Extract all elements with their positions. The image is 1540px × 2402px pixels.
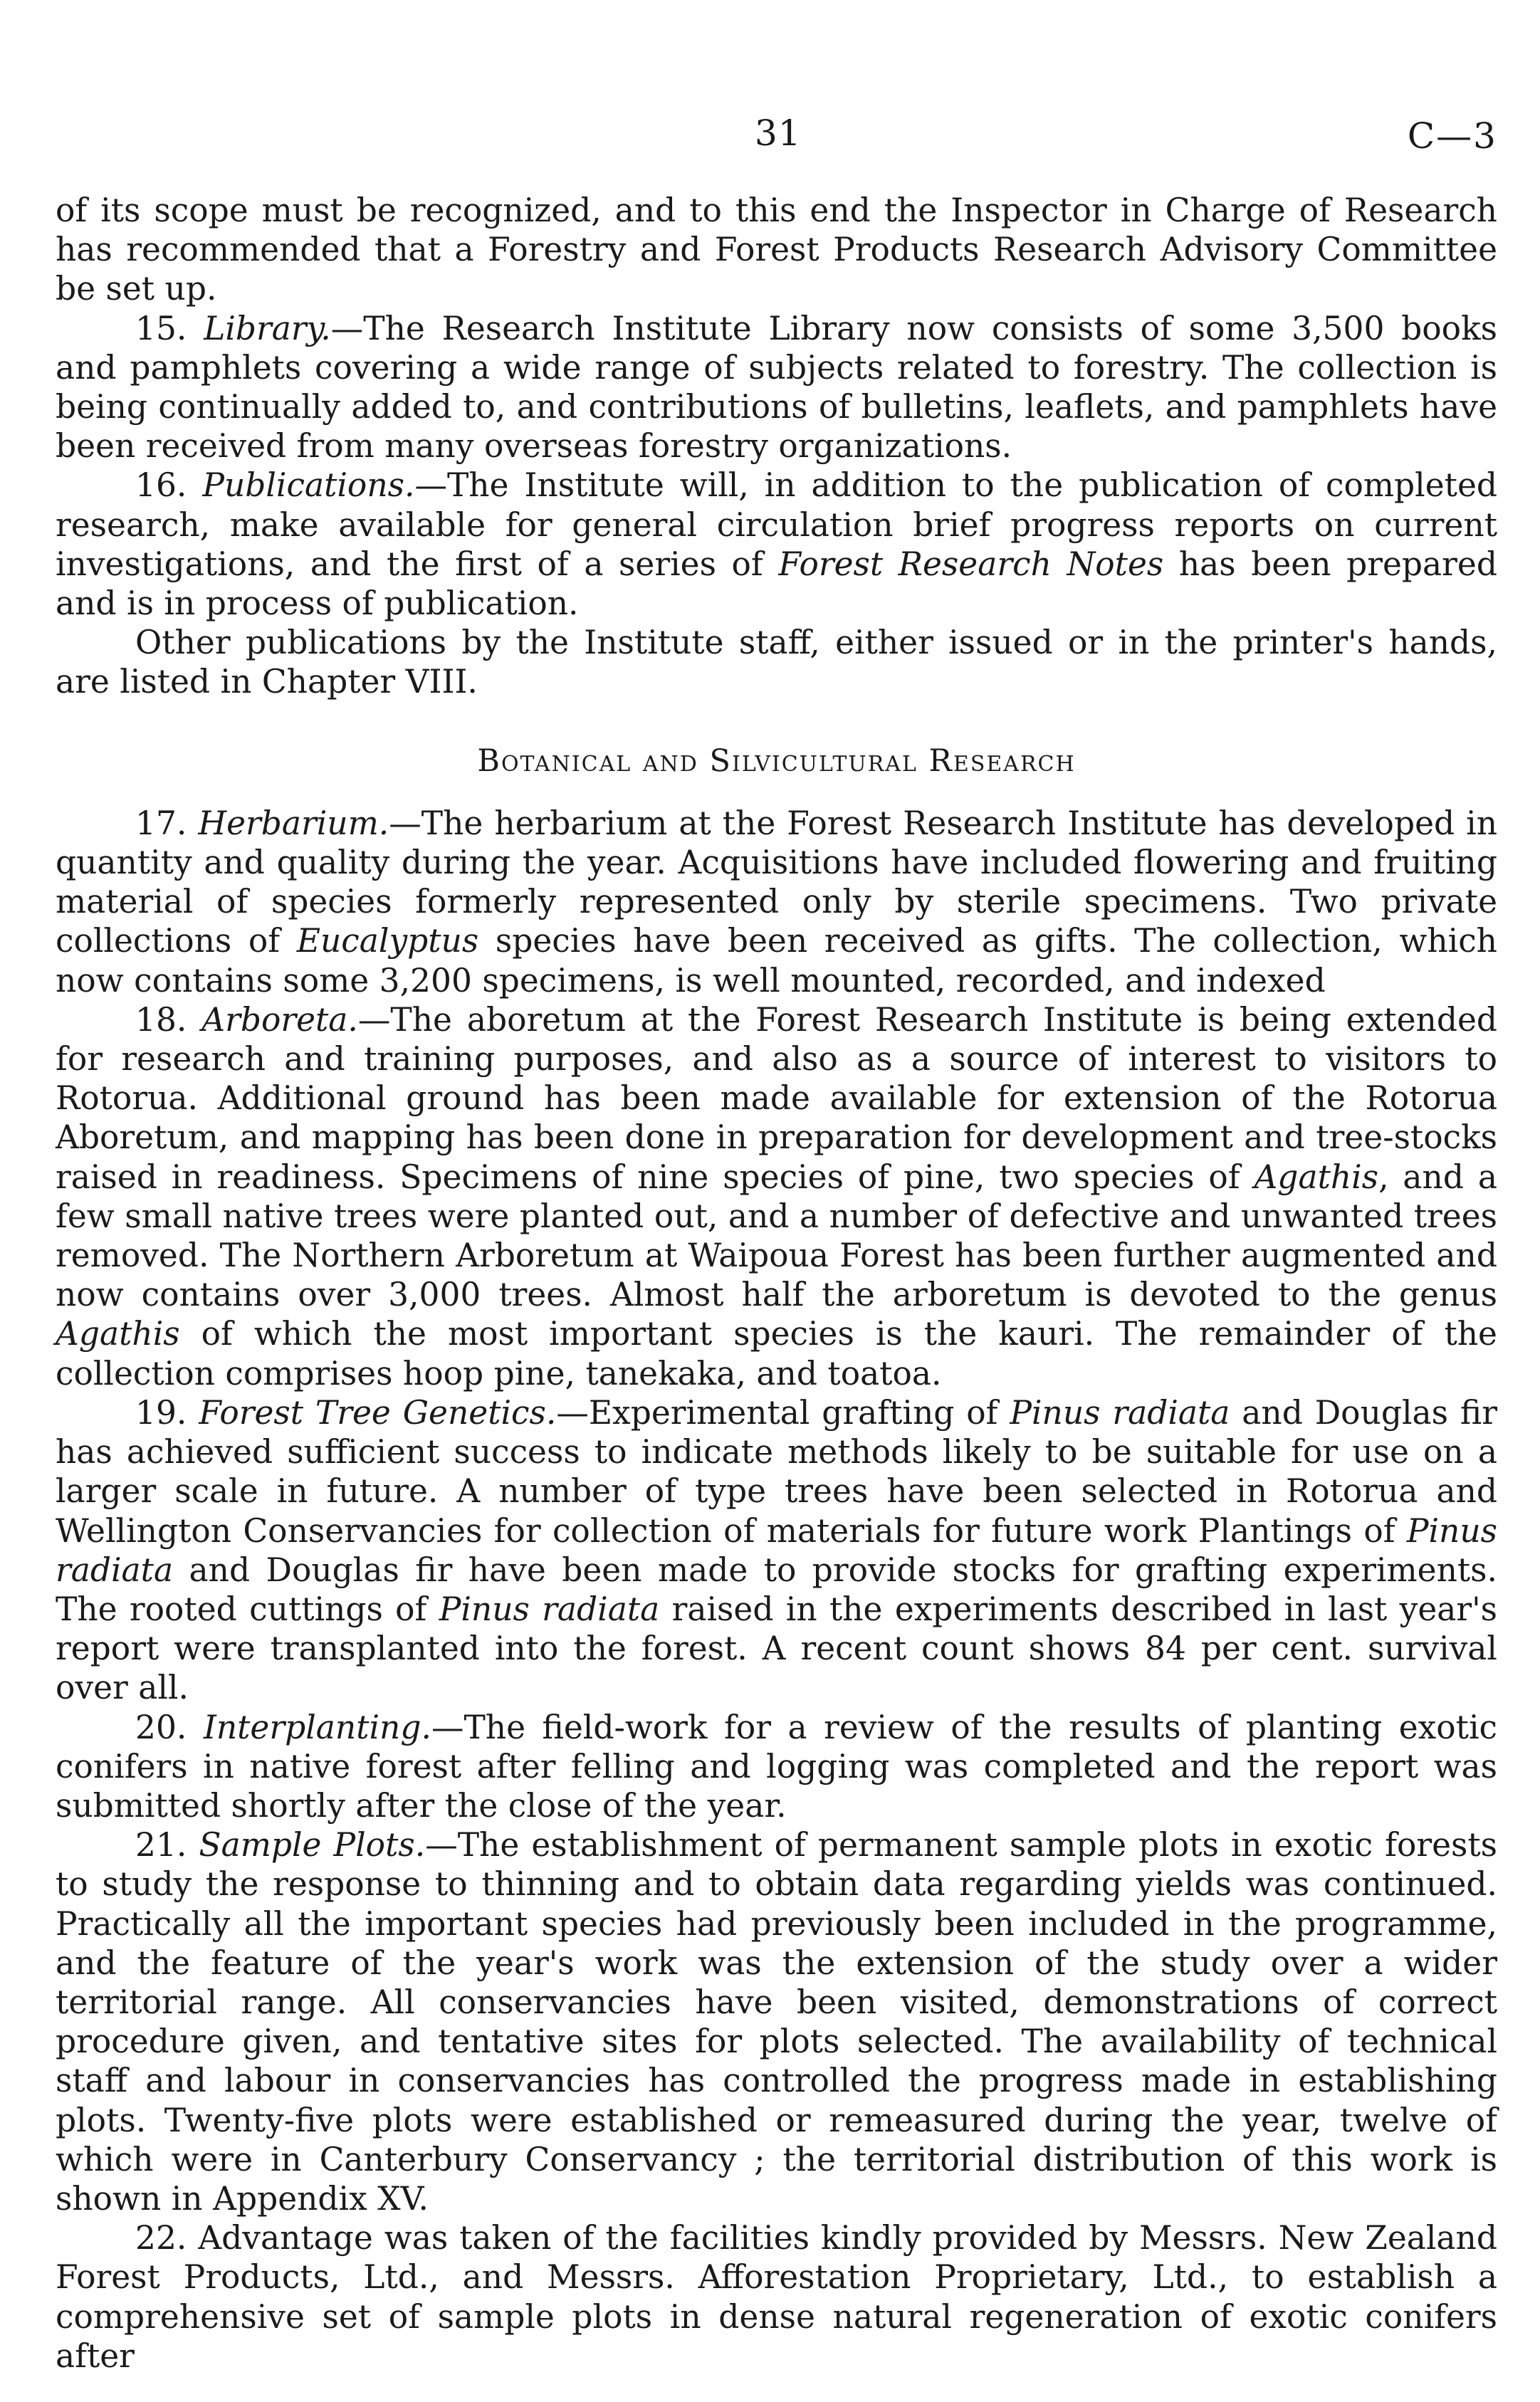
- paragraph-title: Herbarium.: [198, 804, 389, 842]
- paragraph-title: Forest Tree Genetics.: [199, 1393, 557, 1432]
- paragraph-text: —The herbarium at the Forest Research Institute has developed in quantity and quality during the year. Acquisitions have included flowering and fruiting material of species formerly represented only by sterile specimens. Two private collections of: [56, 804, 1498, 960]
- italic-text: Pinus radiata: [439, 1590, 660, 1628]
- paragraph-21-sample-plots: [56, 1825, 1497, 2218]
- paragraph-19-forest-tree-genetics: [56, 1393, 1497, 1708]
- paragraph-text: —Experimental grafting of: [556, 1393, 1010, 1432]
- italic-text: Agathis: [56, 1315, 180, 1353]
- paragraph-number: 20.: [135, 1708, 204, 1746]
- paragraph-text: of which the most important species is the kauri. The remainder of the collection comprises hoop pine, tanekaka, and toatoa.: [56, 1315, 1497, 1393]
- paragraph-22: 22. Advantage was taken of the facilities kindly provided by Messrs. New Zealand Forest Products, Ltd., and Messrs. Afforestation Proprietary, Ltd., to establish a comprehensive set of sample plots in dense natural regeneration of exotic conifers after: [56, 2219, 1497, 2375]
- paragraph-16-other-publications: Other publications by the Institute staff, either issued or in the printer's hands, are listed in Chapter VIII.: [56, 624, 1497, 701]
- paragraph-text: and Douglas fir have been made to provide stocks for grafting experiments. The rooted cuttings of: [56, 1551, 1497, 1628]
- paragraph-number: 17.: [135, 804, 199, 842]
- paragraph-text: species have been received as gifts. The collection, which now contains some 3,200 specimens, is well mounted, recorded, and indexed: [56, 922, 1497, 1000]
- paragraph-title: Sample Plots.: [199, 1826, 426, 1865]
- paragraph-text: , and a few small native trees were planted out, and a number of defective and unwanted trees removed. The Northern Arboretum at Waipoua Forest has been further augmented and now contains over 3,000 trees. Almost half the arboretum is devoted to the genus: [56, 1158, 1497, 1314]
- paragraph-16-publications: [56, 466, 1497, 623]
- paragraph-title: Publications.: [202, 466, 415, 505]
- paragraph-20-interplanting: [56, 1708, 1497, 1826]
- italic-text: Agathis: [1254, 1158, 1379, 1196]
- paragraph-title: Library.: [204, 309, 331, 347]
- section-heading: Botanical and Silvicultural Research: [477, 743, 1076, 779]
- paragraph-text: —The Institute will, in addition to the publication of completed research, make available for general circulation brief progress reports on current investigations, and the first of a series of: [56, 466, 1497, 583]
- paragraph-text: —The aboretum at the Forest Research Institute is being extended for research and training purposes, and also as a source of interest to visitors to Rotorua. Additional ground has been made available for extension of the Rotorua Aboretum, and mapping has been done in preparation for development and tree-stocks raised in readiness. Specimens of nine species of pine, two species of: [56, 1000, 1498, 1196]
- paragraph-number: 21.: [135, 1826, 199, 1865]
- body-text: [56, 191, 1497, 2376]
- paragraph-number: 15.: [135, 309, 204, 347]
- paragraph-text: has been prepared and is in process of publication.: [56, 545, 1497, 623]
- paragraph-title: Arboreta.: [201, 1000, 358, 1039]
- italic-text: Pinus radiata: [1010, 1393, 1230, 1432]
- paragraph-text: —The field-work for a review of the results of planting exotic conifers in native forest after felling and logging was completed and the report was submitted shortly after the close of the year.: [56, 1708, 1497, 1825]
- italic-text: Forest Research Notes: [778, 545, 1164, 583]
- paragraph-continuation: of its scope must be recognized, and to this end the Inspector in Charge of Research has recommended that a Forestry and Forest Products Research Advisory Committee be set up.: [56, 192, 1497, 308]
- document-code: C—3: [1407, 115, 1497, 157]
- running-header: [0, 107, 1540, 164]
- paragraph-text: —The Research Institute Library now consists of some 3,500 books and pamphlets covering a wide range of subjects related to forestry. The collection is being continually added to, and contributions of bulletins, leaflets, and pamphlets have been received from many overseas forestry organizations.: [56, 309, 1497, 466]
- paragraph-number: 16.: [135, 466, 203, 505]
- paragraph-text: —The establishment of permanent sample plots in exotic forests to study the response to thinning and to obtain data regarding yields was continued. Practically all the important species had previously been included in the programme, and the feature of the year's work was the extension of the study over a wider territorial range. All conservancies have been visited, demonstrations of correct procedure given, and tentative sites for plots selected. The availability of technical staff and labour in conservancies has controlled the progress made in establishing plots. Twenty-five plots were established or remeasured during the year, twelve of which were in Canterbury Conservancy ; the territorial distribution of this work is shown in Appendix XV.: [56, 1826, 1498, 2218]
- italic-text: Eucalyptus: [296, 922, 479, 960]
- paragraph-text: and Douglas fir has achieved sufficient success to indicate methods likely to be suitable for use on a larger scale in future. A number of type trees have been selected in Rotorua and Wellington Conservancies for collection of materials for future work Plantings of: [56, 1393, 1497, 1550]
- paragraph-number: 18.: [135, 1000, 202, 1039]
- italic-text: Pinus radiata: [56, 1511, 1497, 1589]
- paragraph-18-arboreta: [56, 1000, 1497, 1393]
- paragraph-15-library: [56, 309, 1497, 466]
- paragraph-17-herbarium: [56, 804, 1497, 1000]
- page-number: 31: [755, 112, 802, 154]
- paragraph-number: 19.: [135, 1393, 199, 1432]
- paragraph-title: Interplanting.: [203, 1708, 431, 1746]
- paragraph-text: raised in the experiments described in last year's report were transplanted into the forest. A recent count shows 84 per cent. survival over all.: [56, 1590, 1498, 1707]
